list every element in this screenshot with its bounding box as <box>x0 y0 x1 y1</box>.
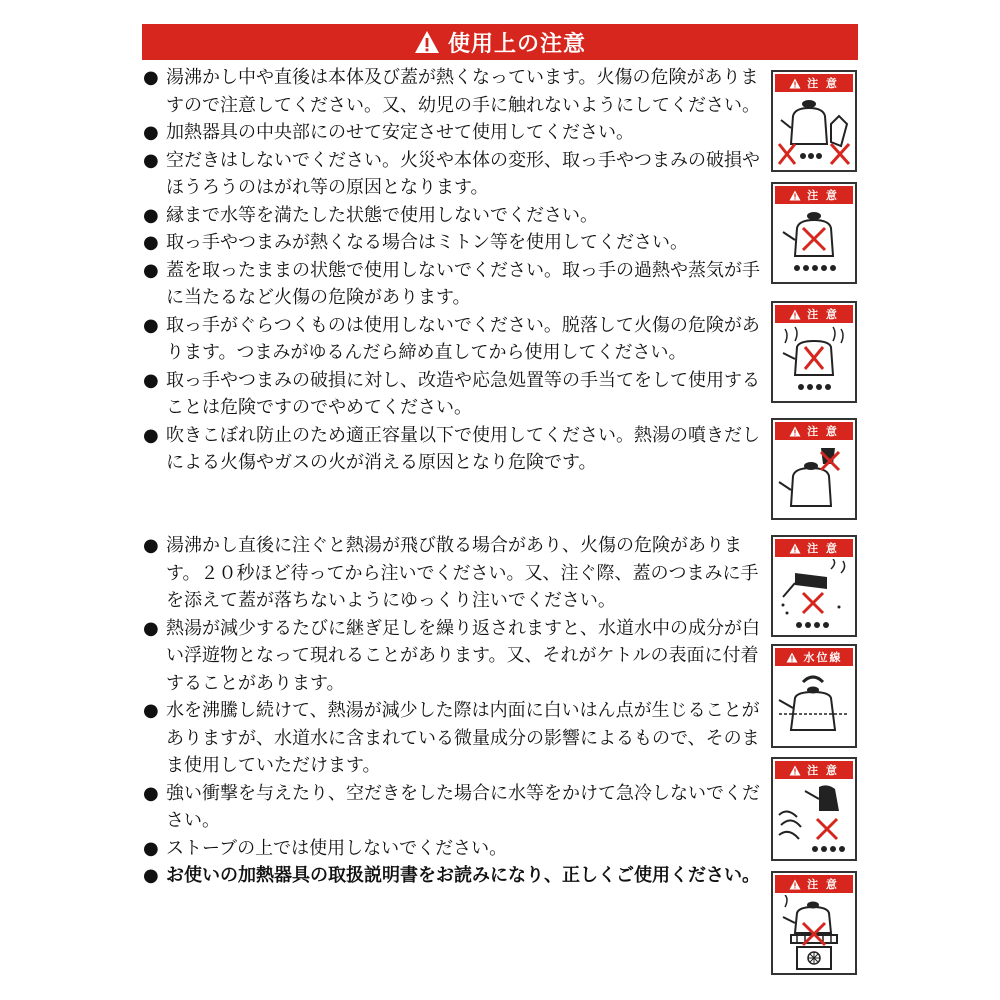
list-item: ● 取っ手やつまみが熱くなる場合はミトン等を使用してください。 <box>143 232 688 253</box>
warning-icon <box>414 30 440 54</box>
kettle-cold-water-icon <box>775 781 853 857</box>
caution-sign-7: 注 意 <box>771 757 857 861</box>
warning-icon <box>786 652 798 663</box>
kettle-hot-hand-icon <box>775 94 853 170</box>
warning-icon <box>789 426 801 437</box>
warning-icon <box>789 543 801 554</box>
caution-sign-4: 注 意 <box>771 418 857 520</box>
kettle-stove-icon <box>775 895 853 971</box>
list-item: ● 蓋を取ったままの状態で使用しないでください。取っ手の過熱や蒸気が手に当たるなど火傷の危険があります。 <box>143 259 760 308</box>
list-item: ● 熱湯が減少するたびに継ぎ足しを繰り返されますと、水道水中の成分が白い浮遊物となって現れることがあります。又、それがケトルの表面に付着することがあります。 <box>143 617 760 694</box>
list-item: ● ストーブの上では使用しないでください。 <box>143 837 508 859</box>
kettle-water-level-icon <box>775 668 853 744</box>
list-item: ● 水を沸騰し続けて、熱湯が減少した際は内面に白いはん点が生じることがありますが、水道水に含まれている微量成分の影響によるもので、そのまま使用していただけます。 <box>143 700 760 776</box>
kettle-empty-heating-icon <box>775 206 853 282</box>
warning-icon <box>789 78 801 89</box>
warning-icon <box>789 879 801 890</box>
warning-icon <box>789 309 801 320</box>
caution-sign-8: 注 意 <box>771 871 857 975</box>
list-item-final-note: ● お使いの加熱器具の取扱説明書をお読みになり、正しくご使用ください。 <box>143 865 760 886</box>
warning-icon <box>789 190 801 201</box>
list-item: ● 強い衝撃を与えたり、空だきをした場合に水等をかけて急冷しないでください。 <box>143 782 760 831</box>
caution-sign-3: 注 意 <box>771 301 857 403</box>
caution-banner <box>142 24 858 60</box>
caution-sign-2: 注 意 <box>771 182 857 284</box>
list-item: ● 縁まで水等を満たした状態で使用しないでください。 <box>143 204 598 226</box>
kettle-pouring-splash-icon <box>775 559 853 635</box>
kettle-no-lid-steam-icon <box>775 325 853 401</box>
list-item: ● 空だきはしないでください。火災や本体の変形、取っ手やつまみの破損やほうろうのはがれ等の原因となります。 <box>143 149 760 198</box>
caution-list-1 <box>143 64 763 477</box>
list-item: ● 湯沸かし中や直後は本体及び蓋が熱くなっています。火傷の危険がありますので注意してください。又、幼児の手に触れないようにしてください。 <box>143 67 760 116</box>
list-item: ● 取っ手がぐらつくものは使用しないでください。脱落して火傷の危険があります。つまみがゆるんだら締め直してから使用してください。 <box>143 314 760 363</box>
warning-icon <box>789 765 801 776</box>
page-title: 使用上の注意 <box>447 31 586 57</box>
water-level-sign: 水位線 <box>771 644 857 748</box>
caution-list-2 <box>143 532 763 890</box>
list-item: ● 加熱器具の中央部にのせて安定させて使用してください。 <box>143 122 634 143</box>
caution-sign-5: 注 意 <box>771 535 857 637</box>
list-item: ● 取っ手やつまみの破損に対し、改造や応急処置等の手当てをして使用することは危険ですのでやめてください。 <box>143 369 760 418</box>
list-item: ● 吹きこぼれ防止のため適正容量以下で使用してください。熱湯の噴きだしによる火傷やガスの火が消える原因となり危険です。 <box>143 424 760 473</box>
kettle-handle-repair-icon <box>775 442 853 518</box>
list-item: ● 湯沸かし直後に注ぐと熱湯が飛び散る場合があり、火傷の危険があります。２０秒ほど待ってから注いでください。又、注ぐ際、蓋のつまみに手を添えて蓋が落ちないようにゆっくり注いでください。 <box>143 535 759 611</box>
caution-sign-1: 注 意 <box>771 70 857 172</box>
